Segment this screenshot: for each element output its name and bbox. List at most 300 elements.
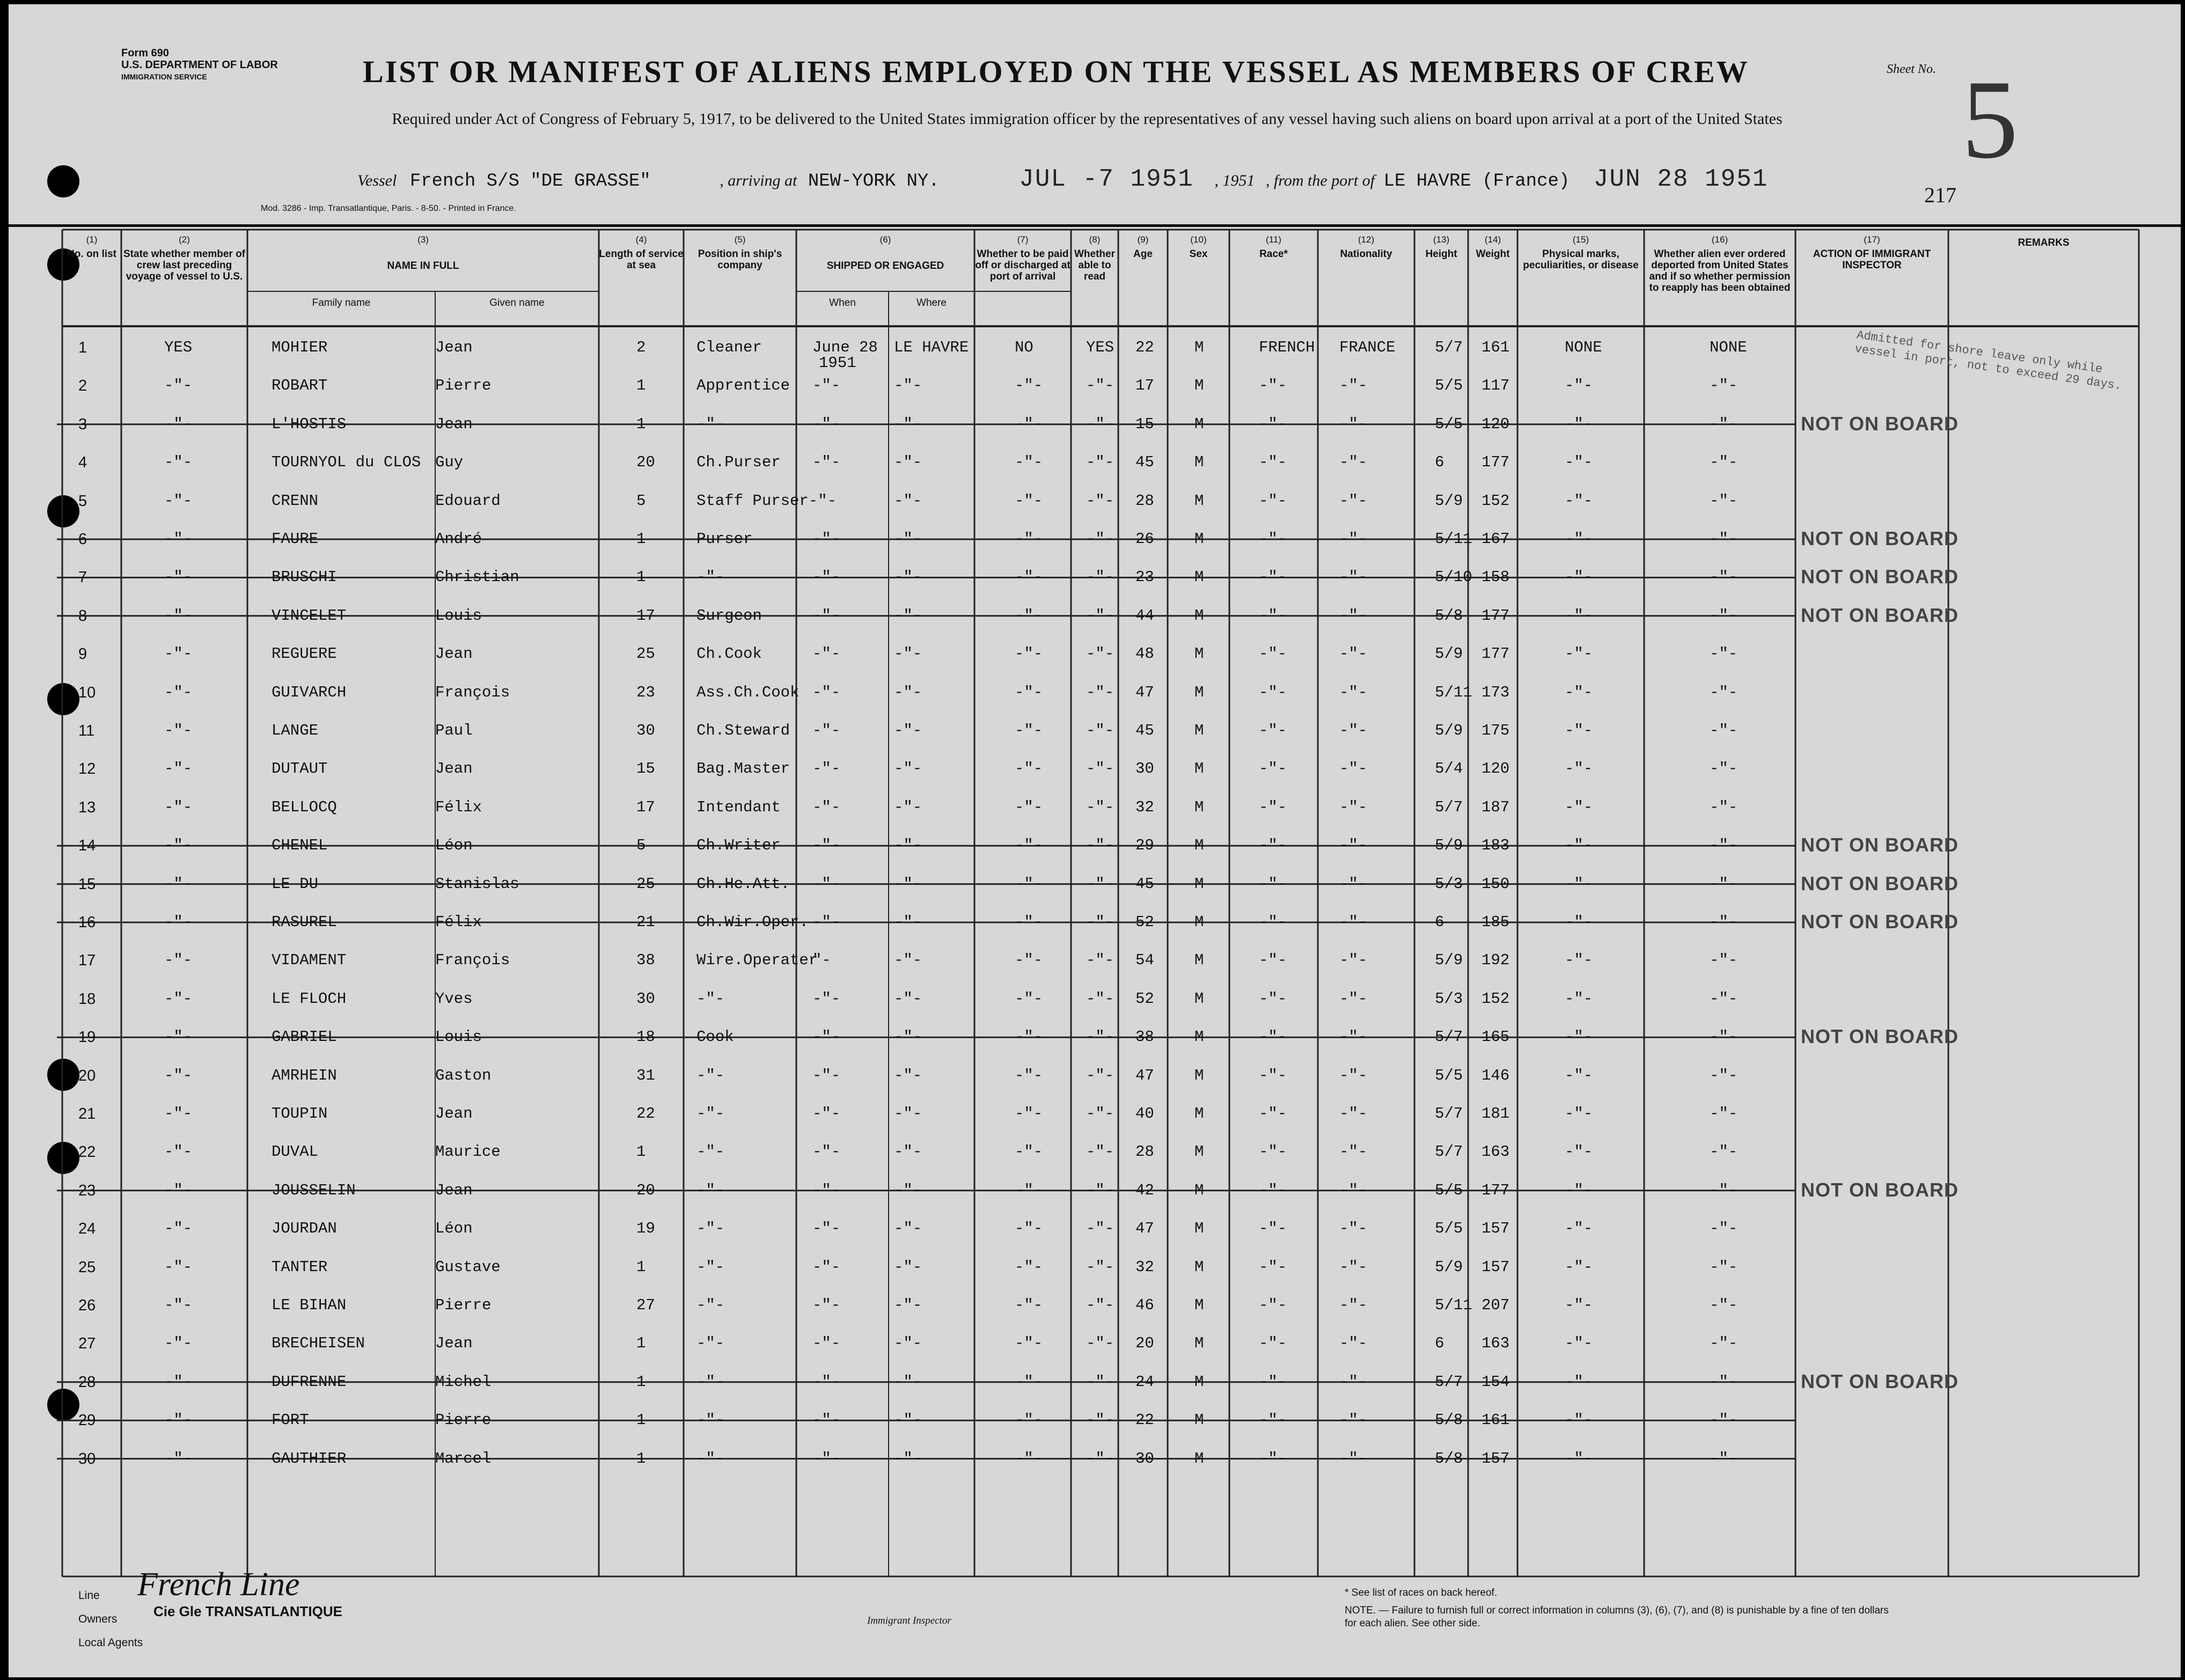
physical-marks: -"-	[1565, 837, 1593, 855]
physical-marks: -"-	[1565, 453, 1593, 472]
weight: 157	[1482, 1449, 1510, 1468]
nationality: -"-	[1339, 875, 1368, 893]
given-name: Pierre	[435, 377, 492, 395]
row-number: 21	[78, 1105, 96, 1123]
position: -"-	[696, 1449, 725, 1468]
shipped-where: -"-	[894, 1296, 922, 1314]
weight: 150	[1482, 875, 1510, 893]
shipped-when: -"-	[812, 1296, 841, 1314]
position: -"-	[696, 1220, 725, 1238]
column-header	[1229, 234, 1318, 260]
physical-marks: -"-	[1565, 1449, 1593, 1468]
physical-marks: -"-	[1565, 377, 1593, 395]
paid-off: -"-	[1015, 798, 1043, 816]
given-name: Yves	[435, 989, 473, 1008]
able-to-read: -"-	[1086, 606, 1115, 625]
given-name: Louis	[435, 1028, 482, 1046]
able-to-read: -"-	[1086, 1296, 1115, 1314]
row-number: 1	[78, 339, 87, 356]
deported: -"-	[1710, 989, 1738, 1008]
nationality: -"-	[1339, 530, 1368, 548]
previous-voyage: -"-	[164, 1258, 193, 1276]
from-port: LE HAVRE (France)	[1383, 171, 1570, 192]
nationality: -"-	[1339, 568, 1368, 586]
arriving-label: , arriving at	[720, 172, 797, 189]
family-name: L'HOSTIS	[272, 415, 347, 433]
given-name: Guy	[435, 453, 464, 472]
column-subheader: Where	[916, 297, 947, 309]
column-label: Race*	[1259, 248, 1288, 260]
not-on-board-stamp: NOT ON BOARD	[1801, 412, 1959, 435]
race: -"-	[1259, 1296, 1287, 1314]
length-of-service: 1	[636, 530, 646, 548]
given-name: Michel	[435, 1373, 492, 1391]
age: 45	[1135, 722, 1154, 739]
able-to-read: -"-	[1086, 377, 1115, 395]
column-label: Whether alien ever ordered deported from United States and if so whether permission to reapply has been obtained	[1649, 248, 1791, 294]
not-on-board-stamp: NOT ON BOARD	[1801, 527, 1959, 549]
height: 5/5	[1435, 1181, 1463, 1199]
deported: -"-	[1710, 1411, 1738, 1429]
race: -"-	[1259, 453, 1287, 472]
shipped-when: -"-	[812, 1066, 841, 1084]
position: Bag.Master	[696, 760, 790, 778]
given-name: Jean	[435, 339, 473, 356]
physical-marks: -"-	[1565, 606, 1593, 625]
printer-mark: Mod. 3286 - Imp. Transatlantique, Paris. - 8-50. - Printed in France.	[261, 204, 516, 213]
race: -"-	[1259, 798, 1287, 816]
column-number: (12)	[1358, 234, 1375, 245]
paid-off: -"-	[1015, 491, 1043, 510]
age: 15	[1135, 415, 1154, 433]
penalty-note: NOTE. — Failure to furnish full or correct information in columns (3), (6), (7), and (8) is punishable by a fine of ten dollars for each alien. See other side.	[1345, 1605, 1889, 1629]
department-name: U.S. DEPARTMENT OF LABOR	[121, 59, 278, 71]
row-number: 27	[78, 1335, 96, 1353]
sex: M	[1194, 1449, 1204, 1468]
paid-off: -"-	[1015, 606, 1043, 625]
shipped-where: -"-	[894, 798, 922, 816]
height: 5/10	[1435, 568, 1472, 586]
family-name: JOURDAN	[272, 1220, 337, 1238]
row-number: 4	[78, 454, 87, 472]
race: -"-	[1259, 837, 1287, 855]
length-of-service: 1	[636, 1258, 646, 1276]
previous-voyage: -"-	[164, 568, 193, 586]
paid-off: -"-	[1015, 377, 1043, 395]
family-name: RASUREL	[272, 913, 337, 931]
column-number: (15)	[1572, 234, 1589, 245]
column-label: Whether to be paid off or discharged at port of arrival	[975, 248, 1070, 282]
physical-marks: NONE	[1565, 339, 1602, 356]
paid-off: -"-	[1015, 1105, 1043, 1123]
age: 48	[1135, 645, 1154, 663]
race: -"-	[1259, 875, 1287, 893]
family-name: AMRHEIN	[272, 1066, 337, 1084]
column-number: (17)	[1864, 234, 1880, 245]
given-name: Marcel	[435, 1449, 492, 1468]
column-label: ACTION OF IMMIGRANT INSPECTOR	[1813, 248, 1931, 271]
column-subheader: When	[829, 297, 856, 309]
column-label: No. on list	[67, 248, 116, 260]
race: -"-	[1259, 913, 1287, 931]
family-name: GABRIEL	[272, 1028, 337, 1046]
weight: 163	[1482, 1143, 1510, 1161]
physical-marks: -"-	[1565, 989, 1593, 1008]
previous-voyage: -"-	[164, 760, 193, 778]
column-label: SHIPPED OR ENGAGED	[826, 260, 944, 272]
owners-signature: French Line	[137, 1566, 300, 1603]
length-of-service: 30	[636, 722, 655, 739]
position: -"-	[696, 1334, 725, 1353]
column-number: (14)	[1484, 234, 1501, 245]
shipped-when: -"-	[812, 1449, 841, 1468]
family-name: LE DU	[272, 875, 319, 893]
column-header	[1071, 234, 1118, 282]
paid-off: -"-	[1015, 913, 1043, 931]
shipped-when: June 28	[812, 339, 878, 356]
given-name: Jean	[435, 1105, 473, 1123]
sex: M	[1194, 951, 1204, 970]
paid-off: -"-	[1015, 530, 1043, 548]
age: 26	[1135, 530, 1154, 548]
weight: 183	[1482, 837, 1510, 855]
paid-off: -"-	[1015, 645, 1043, 663]
family-name: TOUPIN	[272, 1105, 328, 1123]
given-name: Léon	[435, 837, 473, 855]
height: 5/5	[1435, 377, 1463, 395]
length-of-service: 38	[636, 951, 655, 970]
shipped-where: -"-	[894, 875, 922, 893]
column-number: (11)	[1266, 234, 1281, 245]
position: Ch.Cook	[696, 645, 762, 663]
shipped-where: -"-	[894, 760, 922, 778]
age: 28	[1135, 491, 1154, 510]
family-name: REGUERE	[272, 645, 337, 663]
weight: 158	[1482, 568, 1510, 586]
weight: 120	[1482, 760, 1510, 778]
shipped-when: -"-	[812, 1028, 841, 1046]
position: Intendant	[696, 798, 781, 816]
sex: M	[1194, 1143, 1204, 1161]
deported: -"-	[1710, 453, 1738, 472]
shipped-where: -"-	[894, 683, 922, 701]
row-number: 15	[78, 875, 96, 893]
row-number: 2	[78, 377, 87, 395]
previous-voyage: -"-	[164, 415, 193, 433]
column-label: Weight	[1476, 248, 1510, 260]
column-header	[1948, 234, 2139, 248]
physical-marks: -"-	[1565, 568, 1593, 586]
height: 6	[1435, 913, 1445, 931]
shipped-when: -"-	[812, 606, 841, 625]
given-name: Maurice	[435, 1143, 501, 1161]
physical-marks: -"-	[1565, 1066, 1593, 1084]
row-number: 13	[78, 798, 96, 816]
paid-off: -"-	[1015, 1334, 1043, 1353]
shipped-when: -"-	[812, 645, 841, 663]
shipped-when: -"-	[812, 453, 841, 472]
physical-marks: -"-	[1565, 722, 1593, 739]
sex: M	[1194, 530, 1204, 548]
weight: 167	[1482, 530, 1510, 548]
nationality: -"-	[1339, 645, 1368, 663]
shipped-when: -"-	[812, 1105, 841, 1123]
family-name: GUIVARCH	[272, 683, 347, 701]
column-number: (3)	[417, 234, 429, 245]
paid-off: -"-	[1015, 837, 1043, 855]
length-of-service: 1	[636, 568, 646, 586]
row-number: 10	[78, 684, 96, 701]
weight: 146	[1482, 1066, 1510, 1084]
length-of-service: 17	[636, 606, 655, 625]
deported: -"-	[1710, 491, 1738, 510]
nationality: -"-	[1339, 837, 1368, 855]
given-name: Léon	[435, 1220, 473, 1238]
given-name: Edouard	[435, 491, 501, 510]
nationality: -"-	[1339, 798, 1368, 816]
given-name: Jean	[435, 1334, 473, 1353]
shipped-where: -"-	[894, 1449, 922, 1468]
family-name: TOURNYOL du CLOS	[272, 453, 421, 472]
sex: M	[1194, 1258, 1204, 1276]
sex: M	[1194, 568, 1204, 586]
deported: -"-	[1710, 606, 1738, 625]
height: 5/7	[1435, 1105, 1463, 1123]
given-name: Gaston	[435, 1066, 492, 1084]
family-name: CRENN	[272, 491, 319, 510]
deported: -"-	[1710, 530, 1738, 548]
deported: -"-	[1710, 1449, 1738, 1468]
position: -"-	[696, 989, 725, 1008]
shipped-where: -"-	[894, 1220, 922, 1238]
family-name: VIDAMENT	[272, 951, 347, 970]
sex: M	[1194, 1373, 1204, 1391]
given-name: Pierre	[435, 1296, 492, 1314]
able-to-read: -"-	[1086, 1066, 1115, 1084]
able-to-read: -"-	[1086, 722, 1115, 739]
column-header	[1118, 234, 1168, 260]
previous-voyage: -"-	[164, 1411, 193, 1429]
from-port-label: , from the port of	[1265, 172, 1375, 189]
row-number: 23	[78, 1182, 96, 1199]
given-name: Félix	[435, 798, 482, 816]
deported: -"-	[1710, 645, 1738, 663]
shipped-where: -"-	[894, 1258, 922, 1276]
previous-voyage: -"-	[164, 683, 193, 701]
weight: 157	[1482, 1220, 1510, 1238]
able-to-read: -"-	[1086, 645, 1115, 663]
position: Cleaner	[696, 339, 762, 356]
column-label: NAME IN FULL	[387, 260, 459, 272]
length-of-service: 25	[636, 645, 655, 663]
deported: -"-	[1710, 1296, 1738, 1314]
column-header	[62, 234, 121, 260]
length-of-service: 5	[636, 491, 646, 510]
age: 40	[1135, 1105, 1154, 1123]
position: -"-	[696, 1066, 725, 1084]
age: 24	[1135, 1373, 1154, 1391]
able-to-read: -"-	[1086, 1373, 1115, 1391]
owners-company: Cie Gle TRANSATLANTIQUE	[153, 1603, 342, 1619]
not-on-board-stamp: NOT ON BOARD	[1801, 566, 1959, 588]
height: 5/7	[1435, 339, 1463, 356]
given-name: François	[435, 683, 510, 701]
height: 5/9	[1435, 1258, 1463, 1276]
race: -"-	[1259, 760, 1287, 778]
shipped-where: -"-	[894, 1181, 922, 1199]
previous-voyage: -"-	[164, 645, 193, 663]
paid-off: -"-	[1015, 875, 1043, 893]
row-number: 22	[78, 1143, 96, 1161]
deported: -"-	[1710, 722, 1738, 739]
nationality: -"-	[1339, 1296, 1368, 1314]
height: 6	[1435, 453, 1445, 472]
nationality: -"-	[1339, 1143, 1368, 1161]
shipped-where: -"-	[894, 913, 922, 931]
length-of-service: 1	[636, 1411, 646, 1429]
family-name: LE FLOCH	[272, 989, 347, 1008]
weight: 177	[1482, 606, 1510, 625]
row-number: 12	[78, 760, 96, 778]
family-name: BELLOCQ	[272, 798, 337, 816]
weight: 173	[1482, 683, 1510, 701]
family-name: FAURE	[272, 530, 319, 548]
age: 29	[1135, 837, 1154, 855]
row-number: 11	[78, 722, 95, 739]
deported: -"-	[1710, 951, 1738, 970]
race: -"-	[1259, 1220, 1287, 1238]
column-header	[684, 234, 796, 271]
shipped-when: -"-	[812, 377, 841, 395]
not-on-board-stamp: NOT ON BOARD	[1801, 1370, 1959, 1392]
sex: M	[1194, 606, 1204, 625]
physical-marks: -"-	[1565, 1296, 1593, 1314]
family-name: VINCELET	[272, 606, 347, 625]
row-number: 24	[78, 1220, 96, 1238]
race: -"-	[1259, 1373, 1287, 1391]
able-to-read: -"-	[1086, 1334, 1115, 1353]
previous-voyage: -"-	[164, 1105, 193, 1123]
deported: -"-	[1710, 1373, 1738, 1391]
shipped-when: -"-	[812, 415, 841, 433]
physical-marks: -"-	[1565, 913, 1593, 931]
deported: -"-	[1710, 683, 1738, 701]
nationality: -"-	[1339, 951, 1368, 970]
sex: M	[1194, 1105, 1204, 1123]
shipped-where: -"-	[894, 415, 922, 433]
column-label: Whether able to read	[1074, 248, 1115, 282]
previous-voyage: -"-	[164, 951, 193, 970]
weight: 177	[1482, 645, 1510, 663]
weight: 117	[1482, 377, 1510, 395]
height: 5/8	[1435, 1449, 1463, 1468]
sex: M	[1194, 875, 1204, 893]
nationality: -"-	[1339, 1028, 1368, 1046]
subtitle: Required under Act of Congress of February 5, 1917, to be delivered to the United States immigration officer by the representatives of any vessel having such aliens on board upon arrival at a port of the United States	[392, 110, 1783, 128]
nationality: -"-	[1339, 415, 1368, 433]
row-number: 28	[78, 1373, 96, 1391]
paid-off: -"-	[1015, 1220, 1043, 1238]
age: 32	[1135, 798, 1154, 816]
deported: -"-	[1710, 760, 1738, 778]
nationality: -"-	[1339, 760, 1368, 778]
weight: 177	[1482, 1181, 1510, 1199]
family-name: JOUSSELIN	[272, 1181, 356, 1199]
length-of-service: 15	[636, 760, 655, 778]
length-of-service: 1	[636, 1373, 646, 1391]
column-label: Sex	[1189, 248, 1208, 260]
length-of-service: 25	[636, 875, 655, 893]
position: Cook	[696, 1028, 734, 1046]
able-to-read: -"-	[1086, 1411, 1115, 1429]
sheet-number: 5	[1962, 57, 2018, 182]
paid-off: -"-	[1015, 1028, 1043, 1046]
length-of-service: 30	[636, 989, 655, 1008]
column-number: (7)	[1017, 234, 1029, 245]
age: 28	[1135, 1143, 1154, 1161]
able-to-read: -"-	[1086, 415, 1115, 433]
age: 22	[1135, 339, 1154, 356]
column-number: (8)	[1089, 234, 1101, 245]
previous-voyage: -"-	[164, 837, 193, 855]
previous-voyage: -"-	[164, 606, 193, 625]
previous-voyage: -"-	[164, 1220, 193, 1238]
nationality: -"-	[1339, 1220, 1368, 1238]
shipped-where: -"-	[894, 951, 922, 970]
position: -"-	[696, 1181, 725, 1199]
family-name: BRUSCHI	[272, 568, 337, 586]
column-header	[247, 234, 599, 272]
paid-off: -"-	[1015, 989, 1043, 1008]
height: 5/11	[1435, 683, 1472, 701]
sex: M	[1194, 1220, 1204, 1238]
sex: M	[1194, 645, 1204, 663]
length-of-service: 1	[636, 1449, 646, 1468]
weight: 163	[1482, 1334, 1510, 1353]
column-header	[1517, 234, 1644, 271]
weight: 187	[1482, 798, 1510, 816]
shipped-when: -"-	[812, 1334, 841, 1353]
family-name: CHENEL	[272, 837, 328, 855]
not-on-board-stamp: NOT ON BOARD	[1801, 1178, 1959, 1201]
position: Ch.Writer	[696, 837, 781, 855]
able-to-read: -"-	[1086, 1220, 1115, 1238]
age: 54	[1135, 951, 1154, 970]
position: -"-	[696, 1373, 725, 1391]
column-header	[121, 234, 247, 282]
given-name: François	[435, 951, 510, 970]
physical-marks: -"-	[1565, 1143, 1593, 1161]
paid-off: -"-	[1015, 1181, 1043, 1199]
able-to-read: -"-	[1086, 1143, 1115, 1161]
physical-marks: -"-	[1565, 1258, 1593, 1276]
previous-voyage: -"-	[164, 377, 193, 395]
paid-off: -"-	[1015, 453, 1043, 472]
height: 5/4	[1435, 760, 1463, 778]
race: -"-	[1259, 1066, 1287, 1084]
shipped-where: -"-	[894, 1143, 922, 1161]
age: 38	[1135, 1028, 1154, 1046]
row-number: 17	[78, 952, 96, 970]
able-to-read: -"-	[1086, 875, 1115, 893]
row-number: 30	[78, 1450, 96, 1468]
height: 5/5	[1435, 1066, 1463, 1084]
family-name: DUTAUT	[272, 760, 328, 778]
shipped-where: -"-	[894, 837, 922, 855]
able-to-read: -"-	[1086, 837, 1115, 855]
given-name: Jean	[435, 760, 473, 778]
sex: M	[1194, 1296, 1204, 1314]
